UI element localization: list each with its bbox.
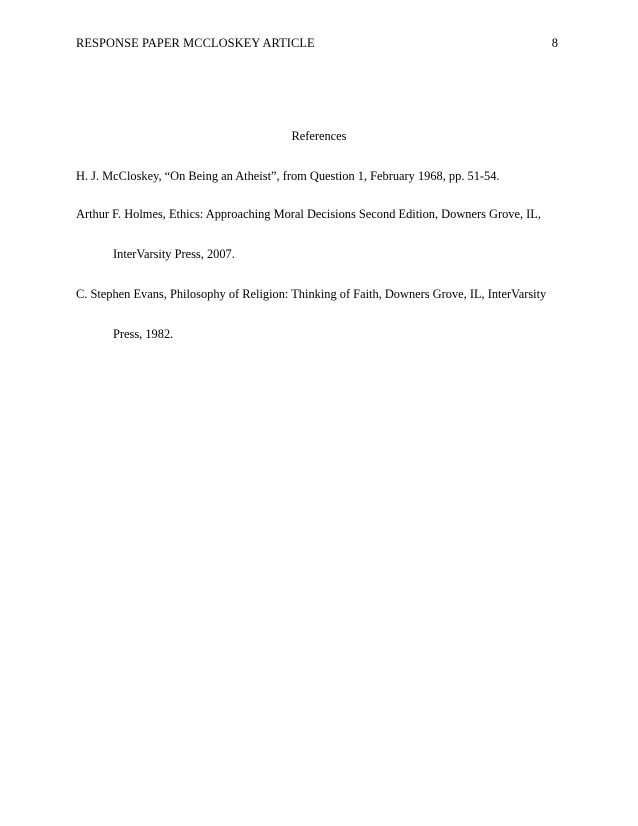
reference-continuation-line: Press, 1982. [113, 327, 174, 341]
reference-entry [76, 170, 566, 182]
page-number: 8 [551, 36, 558, 50]
running-head: RESPONSE PAPER MCCLOSKEY ARTICLE [76, 36, 315, 50]
reference-line: C. Stephen Evans, Philosophy of Religion: Thinking of Faith, Downers Grove, IL, InterVarsity [76, 287, 547, 301]
reference-line: H. J. McCloskey, “On Being an Atheist”, from Question 1, February 1968, pp. 51-54. [76, 169, 500, 183]
reference-continuation-line: InterVarsity Press, 2007. [113, 247, 235, 261]
reference-entry [76, 207, 566, 261]
reference-entry [76, 287, 566, 341]
references-title: References [291, 129, 347, 143]
reference-line: Arthur F. Holmes, Ethics: Approaching Moral Decisions Second Edition, Downers Grove, IL, [76, 207, 541, 221]
